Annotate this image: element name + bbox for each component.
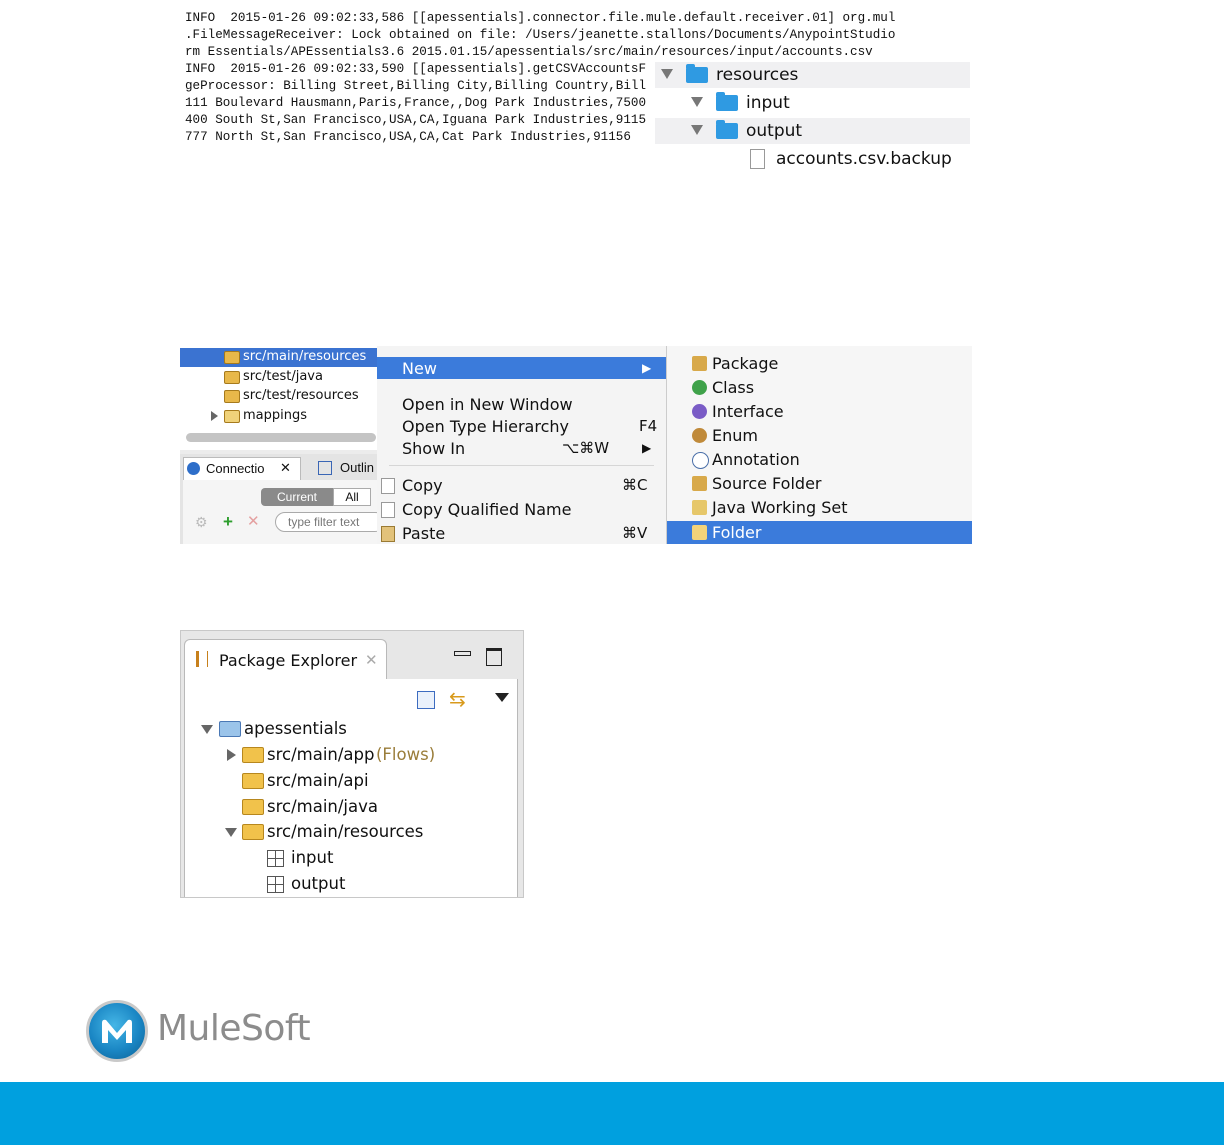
shortcut-label: ⌘V: [622, 524, 648, 542]
collapse-all-icon[interactable]: [417, 691, 435, 709]
console-line: INFO 2015-01-26 09:02:33,590 [[apessentials].getCSVAccountsF: [185, 62, 647, 76]
tab-label: Connectio: [206, 461, 265, 476]
project-icon: [219, 721, 241, 737]
menu-item-label: New: [402, 359, 437, 378]
footer-bar: [0, 1082, 1224, 1145]
menu-item-new[interactable]: [377, 357, 666, 379]
disclosure-down-icon[interactable]: [225, 828, 237, 837]
source-folder-icon: [692, 476, 707, 491]
view-menu-icon[interactable]: [495, 693, 509, 702]
tree-item-label: output: [291, 874, 346, 893]
console-line: INFO 2015-01-26 09:02:33,586 [[apessentials].connector.file.mule.default.receiver.01] org.mul: [185, 11, 896, 25]
tree-item-label: src/main/resources: [243, 349, 367, 364]
copy-icon: [381, 478, 395, 494]
submenu-arrow-icon: ▶: [642, 441, 652, 455]
folder-icon: [716, 123, 738, 139]
file-icon: [750, 149, 765, 169]
submenu-item-package[interactable]: [667, 352, 972, 376]
eclipse-context-menu-screenshot: [180, 346, 972, 544]
source-folder-icon: [242, 799, 264, 815]
submenu-item-interface[interactable]: [667, 400, 972, 424]
shortcut-label: ⌘C: [622, 476, 648, 494]
menu-separator: [389, 465, 654, 466]
close-icon[interactable]: ✕: [365, 652, 378, 669]
connections-body: [183, 480, 377, 544]
submenu-item-class[interactable]: [667, 376, 972, 400]
tree-item-label: input: [291, 848, 334, 867]
connections-icon: [187, 462, 200, 475]
menu-item-label: Copy: [402, 476, 443, 495]
tab-label: Outlin: [340, 460, 374, 475]
source-folder-icon: [242, 773, 264, 789]
filter-all-button[interactable]: All: [333, 488, 371, 506]
console-line: 777 North St,San Francisco,USA,CA,Cat Park Industries,91156: [185, 130, 631, 144]
menu-item-open-new-window[interactable]: [377, 393, 666, 415]
tree-item-label: input: [746, 93, 790, 113]
filter-input[interactable]: type filter text: [275, 512, 385, 532]
copy-qualified-name-icon: [381, 502, 395, 518]
console-line: 400 South St,San Francisco,USA,CA,Iguana Park Industries,9115: [185, 113, 647, 127]
tree-item-resources[interactable]: [655, 62, 970, 88]
tree-item-label: resources: [716, 65, 799, 85]
menu-item-show-in[interactable]: [377, 437, 666, 459]
folder-icon: [224, 410, 240, 423]
connections-panel: [180, 454, 377, 544]
disclosure-down-icon[interactable]: [691, 125, 703, 135]
paste-icon: [381, 526, 395, 542]
submenu-item-folder[interactable]: [667, 521, 972, 544]
menu-item-label: Open in New Window: [402, 395, 573, 414]
interface-icon: [692, 404, 707, 419]
submenu-item-label: Folder: [712, 523, 762, 542]
annotation-icon: [692, 452, 709, 469]
tree-item-file[interactable]: [655, 146, 970, 172]
tree-item-input[interactable]: [655, 90, 970, 116]
package-explorer-panel: [180, 630, 524, 898]
menu-item-paste[interactable]: [377, 522, 666, 544]
tab-package-explorer[interactable]: [184, 639, 387, 680]
tree-item-output[interactable]: [655, 118, 970, 144]
submenu-item-java-working-set[interactable]: [667, 496, 972, 520]
submenu-item-label: Class: [712, 378, 755, 397]
maximize-icon[interactable]: [486, 648, 502, 666]
folder-icon: [686, 67, 708, 83]
tree-item-label: src/main/java: [267, 797, 379, 816]
tree-item-label: output: [746, 121, 803, 141]
package-explorer-icon: [196, 651, 208, 667]
tree-item-label: src/main/resources: [267, 822, 424, 841]
working-set-icon: [692, 500, 707, 515]
mulesoft-m-icon: [89, 1003, 145, 1059]
submenu-item-label: Enum: [712, 426, 758, 445]
console-line: .FileMessageReceiver: Lock obtained on file: /Users/jeanette.stallons/Documents/AnypointStudio: [185, 28, 896, 42]
tree-item-label: src/main/api: [267, 771, 369, 790]
tab-connections[interactable]: [183, 457, 301, 480]
tab-outline[interactable]: [318, 458, 378, 478]
tree-item-label: src/main/app: [267, 745, 375, 764]
package-explorer-body: [184, 679, 518, 898]
disclosure-right-icon[interactable]: [211, 411, 218, 421]
console-line: 111 Boulevard Hausmann,Paris,France,,Dog Park Industries,7500: [185, 96, 647, 110]
menu-item-label: Copy Qualified Name: [402, 500, 572, 519]
mulesoft-logo: [86, 1000, 148, 1062]
package-icon: [692, 356, 707, 371]
disclosure-down-icon[interactable]: [661, 69, 673, 79]
tree-item-label: mappings: [243, 408, 308, 423]
submenu-arrow-icon: ▶: [642, 361, 652, 375]
class-icon: [692, 380, 707, 395]
menu-item-copy[interactable]: [377, 474, 666, 496]
console-line: geProcessor: Billing Street,Billing City,Billing Country,Bill: [185, 79, 647, 93]
outline-icon: [318, 461, 332, 475]
menu-item-open-type-hierarchy[interactable]: [377, 415, 666, 437]
shortcut-label: F4: [639, 417, 658, 435]
submenu-item-label: Interface: [712, 402, 784, 421]
disclosure-down-icon[interactable]: [201, 725, 213, 734]
menu-item-label: Paste: [402, 524, 446, 543]
disclosure-right-icon[interactable]: [227, 749, 236, 761]
enum-icon: [692, 428, 707, 443]
brand-name: MuleSoft: [157, 1008, 311, 1049]
menu-item-label: Show In: [402, 439, 466, 458]
shortcut-label: ⌥⌘W: [562, 439, 610, 457]
tree-item-label: src/test/resources: [243, 388, 359, 403]
tree-item-label: src/test/java: [243, 369, 323, 384]
context-menu: [377, 346, 667, 544]
tree-item-label: accounts.csv.backup: [776, 149, 952, 169]
console-line: rm Essentials/APEssentials3.6 2015.01.15/apessentials/src/main/resources/input/accounts.csv: [185, 45, 873, 59]
folder-icon: [692, 525, 707, 540]
menu-item-copy-qualified-name[interactable]: [377, 498, 666, 520]
minimize-icon[interactable]: [454, 651, 471, 656]
tree-item-decoration: (Flows): [376, 745, 436, 764]
settings-icon[interactable]: ⚙: [195, 514, 208, 530]
source-folder-icon: [242, 824, 264, 840]
disclosure-down-icon[interactable]: [691, 97, 703, 107]
package-folder-icon: [224, 390, 240, 403]
package-icon: [267, 876, 284, 893]
add-icon[interactable]: +: [223, 512, 233, 531]
finder-folder-tree: [655, 62, 970, 174]
new-submenu: [667, 346, 972, 544]
panel-title: Package Explorer: [219, 651, 358, 670]
submenu-item-source-folder[interactable]: [667, 472, 972, 496]
link-with-editor-icon[interactable]: ⇆: [449, 689, 466, 711]
source-folder-icon: [242, 747, 264, 763]
menu-item-label: Open Type Hierarchy: [402, 417, 569, 436]
submenu-item-label: Package: [712, 354, 779, 373]
folder-icon: [716, 95, 738, 111]
package-folder-icon: [224, 351, 240, 364]
delete-icon[interactable]: ✕: [247, 513, 260, 530]
package-icon: [267, 850, 284, 867]
package-folder-icon: [224, 371, 240, 384]
close-icon[interactable]: ✕: [280, 460, 291, 475]
submenu-item-annotation[interactable]: [667, 448, 972, 472]
submenu-item-enum[interactable]: [667, 424, 972, 448]
tree-item-label: apessentials: [244, 719, 347, 738]
horizontal-scrollbar[interactable]: [186, 433, 376, 442]
filter-current-button[interactable]: Current: [261, 488, 333, 506]
submenu-item-label: Source Folder: [712, 474, 822, 493]
submenu-item-label: Annotation: [712, 450, 800, 469]
submenu-item-label: Java Working Set: [712, 498, 848, 517]
